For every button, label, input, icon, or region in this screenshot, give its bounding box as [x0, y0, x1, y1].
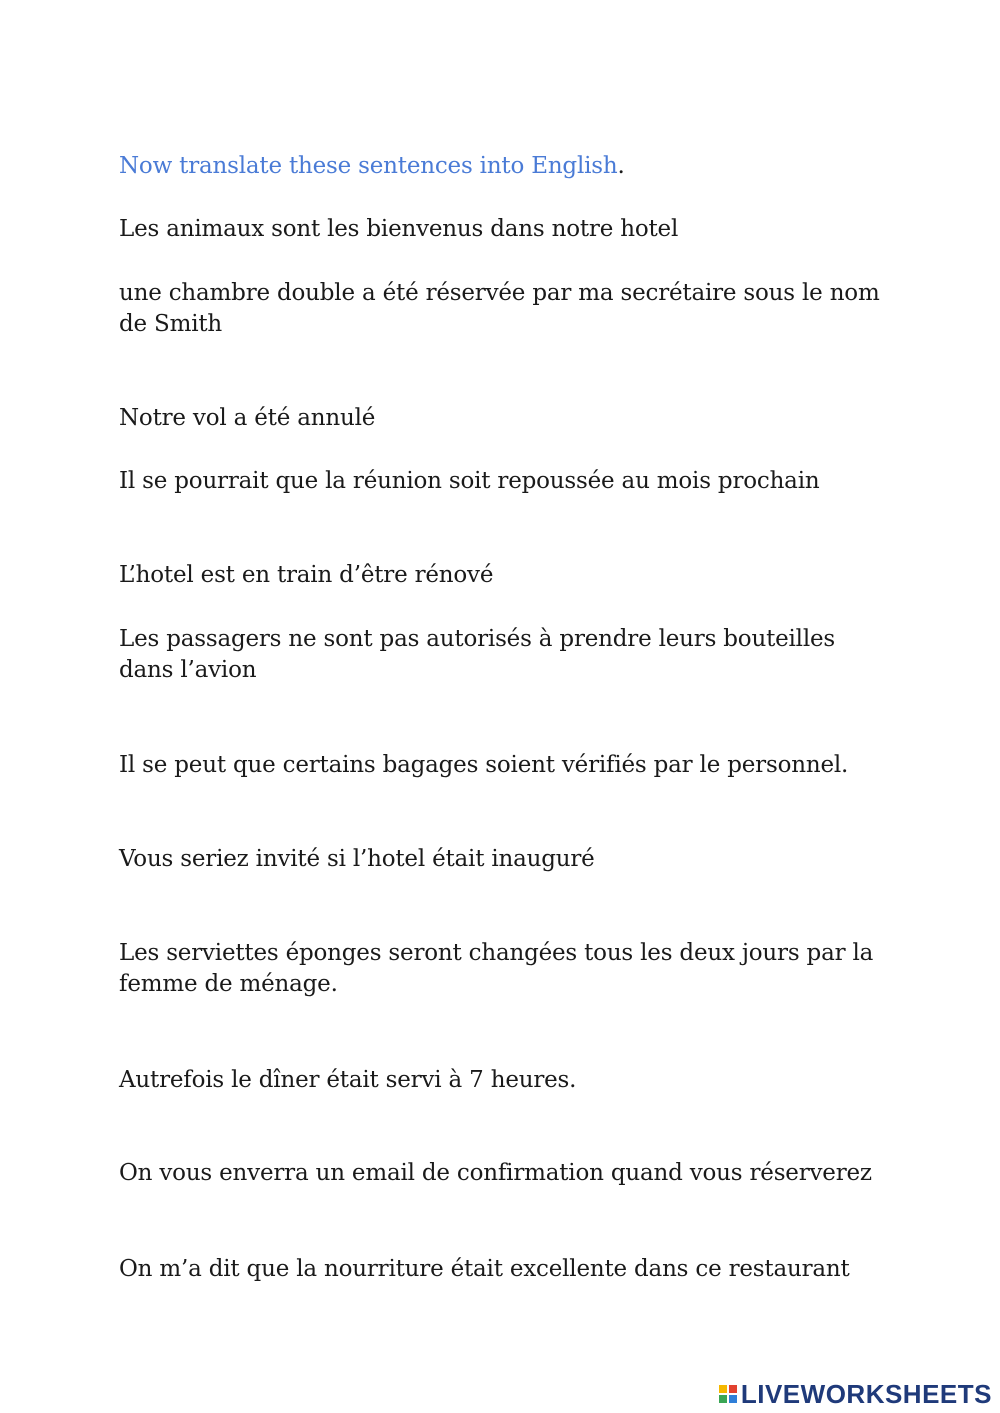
instruction-line [119, 151, 889, 182]
sentence-8: Vous seriez invité si l’hotel était inauguré [119, 846, 595, 872]
sentence-2: une chambre double a été réservée par ma secrétaire sous le nom de Smith [119, 280, 880, 337]
sentence-5: L’hotel est en train d’être rénové [119, 562, 494, 588]
liveworksheets-logo [719, 1378, 992, 1409]
sentence-10: Autrefois le dîner était servi à 7 heures. [119, 1067, 577, 1093]
instruction-punctuation: . [617, 153, 625, 179]
liveworksheets-logo-icon [719, 1385, 737, 1403]
sentence-9: Les serviettes éponges seront changées tous les deux jours par la femme de ménage. [119, 940, 874, 997]
sentence-6: Les passagers ne sont pas autorisés à prendre leurs bouteilles dans l’avion [119, 626, 836, 683]
sentence-3: Notre vol a été annulé [119, 405, 376, 431]
sentence-11: On vous enverra un email de confirmation quand vous réserverez [119, 1160, 872, 1186]
instruction-text: Now translate these sentences into English [119, 153, 618, 179]
sentence-7: Il se peut que certains bagages soient vérifiés par le personnel. [119, 752, 849, 778]
sentence-4: Il se pourrait que la réunion soit repoussée au mois prochain [119, 468, 820, 494]
sentence-1: Les animaux sont les bienvenus dans notre hotel [119, 216, 679, 242]
sentence-12: On m’a dit que la nourriture était excellente dans ce restaurant [119, 1256, 850, 1282]
logo-text: LIVEWORKSHEETS [740, 1378, 992, 1409]
